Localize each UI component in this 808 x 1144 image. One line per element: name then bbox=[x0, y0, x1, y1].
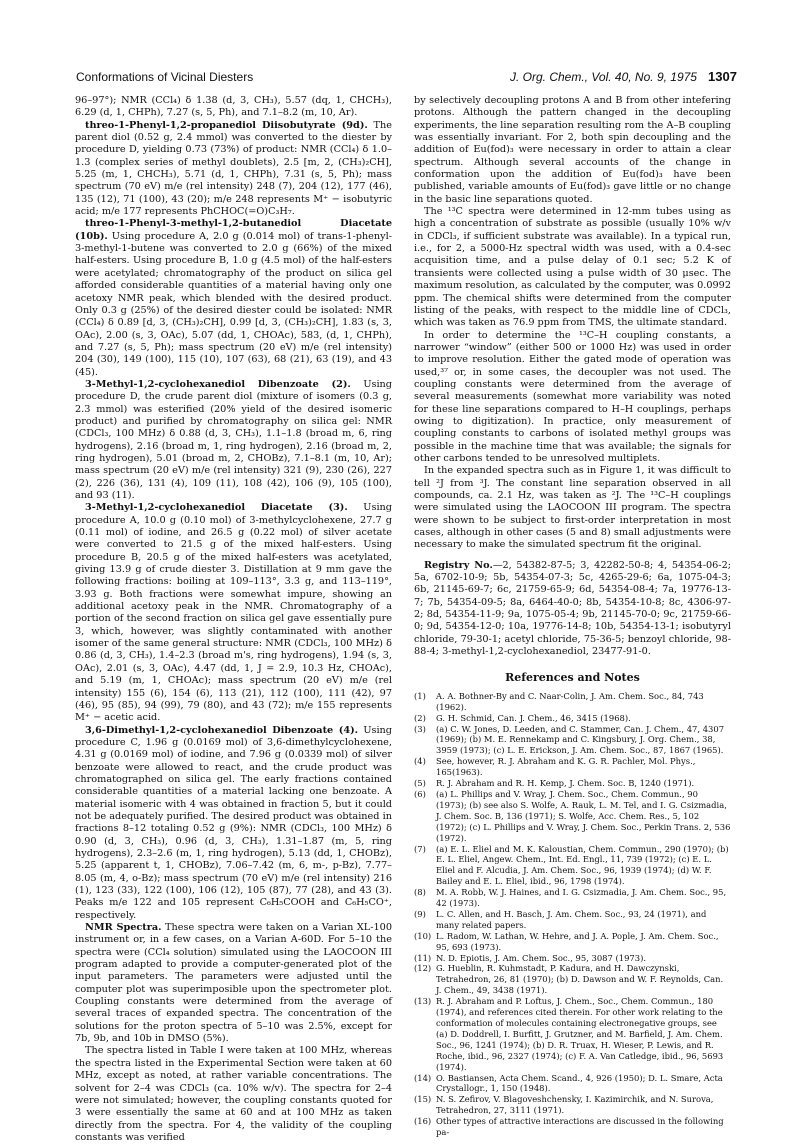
registry-heading: Registry No. bbox=[424, 559, 493, 571]
reference-item bbox=[414, 724, 731, 757]
reference-text: (a) E. L. Eliel and M. K. Kaloustian, Chem. Commun., 290 (1970); (b) E. L. Eliel, Angew. Chem., Int. Ed. Engl., 11, 739 (1972); (c) E. L. Eliel and F. Alcudia, J. Am. Chem. Soc., 96, 1939 (1974); (d) W. F. Bailey and E. L. Eliel, ibid., 96, 1798 (1974). bbox=[436, 843, 729, 887]
reference-number: (4) bbox=[414, 756, 426, 767]
paragraph-text: The parent diol (0.52 g, 2.4 mmol) was converted to the diester by procedure D, yielding 0.73 (73%) of product: NMR (CCl₄) δ 1.0–1.3 (complex series of methyl doublets), 2.5 [m, 2, (CH₃)₂CH], 5.25 (m, 1, CHCH₃), 5.71 (d, 1, CHPh), 7.31 (s, 5, Ph); mass spectrum (70 eV) m/e (rel intensity) 248 (7), 204 (12), 177 (46), 135 (12), 71 (100), 43 (20); m/e 248 represents M⁺ − isobutyric acid; m/e 177 represents PhCHOC(=O)C₃H₇. bbox=[75, 119, 392, 218]
page-number: 1307 bbox=[708, 69, 737, 84]
paragraph-text: Using procedure A, 2.0 g (0.014 mol) of trans-1-phenyl-3-methyl-1-butene was converted to 2.0 g (66%) of the mixed half-esters. Using procedure B, 1.0 g (4.5 mol) of the half-esters were acetylated; chromatography of the product on silica gel afforded considerable quantities of a material having only one acetoxy NMR peak, which blended with the desired product. Only 0.3 g (25%) of the desired diester could be isolated: NMR (CCl₄) δ 0.89 [d, 3, (CH₃)₂CH], 0.99 [d, 3, (CH₃)₂CH], 1.83 (s, 3, OAc), 2.00 (s, 3, OAc), 5.07 (dd, 1, CHOAc), 583, (d, 1, CHPh), and 7.27 (s, 5, Ph); mass spectrum (20 eV) m/e (rel intensity) 204 (30), 149 (100), 115 (10), 107 (63), 68 (21), 63 (19), and 43 (45). bbox=[75, 230, 392, 378]
paragraph-text: In the expanded spectra such as in Figure 1, it was difficult to tell ²J from ³J. The constant line separation observed in all compounds, ca. 2.1 Hz, was taken as ²J. The ¹³C–H couplings were simulated using the LAOCOON III program. The spectra were shown to be subject to first-order interpretation in most cases, although in other cases (5 and 8) small adjustments were necessary to make the simulated spectrum fit the original. bbox=[414, 465, 731, 551]
reference-number: (13) bbox=[414, 996, 432, 1007]
reference-item bbox=[414, 756, 731, 778]
paragraph-text: These spectra were taken on a Varian XL-100 instrument or, in a few cases, on a Varian A-60D. For 5–10 the spectra were (CCl₄ solution) simulated using the LAOCOON III program adapted to provide a computer-generated plot of the input parameters. The parameters were adjusted until the computer plot was superimposible upon the spectrometer plot. Coupling constants were determined from the average of several traces of expanded spectra. The concentration of the solutions for the proton spectra of 5–10 was 2.5%, except for 7b, 9b, and 10b in DMSO (5%). bbox=[75, 922, 392, 1045]
paragraph bbox=[75, 502, 392, 724]
reference-number: (14) bbox=[414, 1072, 432, 1083]
paragraph bbox=[75, 379, 392, 502]
reference-text: (a) L. Phillips and V. Wray, J. Chem. Soc., Chem. Commun., 90 (1973); (b) see also S. Wolfe, A. Rauk, L. M. Tel, and I. G. Csizmadia, J. Chem. Soc. B, 136 (1971); S. Wolfe, Acc. Chem. Res., 5, 102 (1972); (c) L. Phillips and V. Wray, J. Chem. Soc., Perkin Trans. 2, 536 (1972). bbox=[436, 788, 731, 843]
paragraph-text: Using procedure C, 1.96 g (0.0169 mol) of 3,6-dimethylcyclohexene, 4.31 g (0.0169 mol) of iodine, and 7.96 g (0.0339 mol) of silver benzoate were allowed to react, and the crude product was chromatographed on silica gel. The early fractions contained considerable quantities of a material lacking one benzoate. A material isomeric with 4 was obtained in fraction 5, but it could not be adequately purified. The desired product was obtained in fractions 8–12 totaling 0.52 g (9%): NMR (CDCl₃, 100 MHz) δ 0.90 (d, 3, CH₃), 0.96 (d, 3, CH₃), 1.31–1.87 (m, 5, ring hydrogens), 2.3–2.6 (m, 1, ring hydrogen), 5.13 (dd, 1, CHOBz), 5.25 (apparent t, 1, CHOBz), 7.06–7.42 (m, 6, m-, p-Bz), 7.77–8.05 (m, 4, o-Bz); mass spectrum (70 eV) m/e (rel intensity) 216 (1), 123 (33), 122 (100), 106 (12), 105 (87), 77 (28), and 43 (3). Peaks m/e 122 and 105 represent C₆H₅COOH and C₆H₅CO⁺, respectively. bbox=[75, 724, 392, 921]
reference-text: See, however, R. J. Abraham and K. G. R. Pachler, Mol. Phys., 165(1963). bbox=[436, 756, 696, 778]
paragraph bbox=[414, 560, 731, 659]
reference-item bbox=[414, 996, 731, 1072]
paragraph bbox=[75, 922, 392, 1045]
reference-item bbox=[414, 789, 731, 844]
reference-text: G. H. Schmid, Can. J. Chem., 46, 3415 (1968). bbox=[436, 712, 631, 723]
reference-number: (16) bbox=[414, 1116, 432, 1127]
references-title: References and Notes bbox=[505, 671, 640, 685]
reference-item bbox=[414, 713, 731, 724]
reference-text: N. D. Epiotis, J. Am. Chem. Soc., 95, 3087 (1973). bbox=[436, 952, 647, 963]
running-title: Conformations of Vicinal Diesters bbox=[76, 70, 254, 84]
reference-item bbox=[414, 844, 731, 888]
paragraph bbox=[414, 206, 731, 329]
section-heading: NMR Spectra. bbox=[85, 922, 162, 934]
paragraph-text: Using procedure D, the crude parent diol (mixture of isomers (0.3 g, 2.3 mmol) was esterified (20% yield of the desired isomeric product) and purified by chromatography on silica gel: NMR (CDCl₃, 100 MHz) δ 0.88 (d, 3, CH₃), 1.1–1.8 (broad m, 6, ring hydrogens), 2.16 (broad m, 1, ring hydrogen), 2.16 (broad m, 2, ring hydrogen), 5.01 (broad m, 2, CHOBz), 7.1–8.1 (m, 10, Ar); mass spectrum (20 eV) m/e (rel intensity) 321 (9), 230 (26), 227 (2), 226 (36), 131 (4), 109 (11), 108 (42), 106 (9), 105 (100), and 93 (11). bbox=[75, 378, 392, 501]
paragraph bbox=[75, 218, 392, 378]
paragraph-text: The spectra listed in Table I were taken at 100 MHz, whereas the spectra listed in the Experimental Section were taken at 60 MHz, except as noted, at rather variable concentrations. The solvent for 2–4 was CDCl₃ (ca. 10% w/v). The spectra for 2–4 were not simulated; however, the coupling constants quoted for 3 were essentially the same at 60 and at 100 MHz as taken directly from the spectra. For 4, the validity of the coupling constants was verified bbox=[75, 1045, 392, 1143]
reference-number: (2) bbox=[414, 712, 426, 723]
left-column bbox=[75, 95, 392, 1144]
reference-text: G. Hueblin, R. Kuhmstadt, P. Kadura, and H. Dawczynski, Tetrahedron, 26, 81 (1970); (b) D. Dawson and W. F. Reynolds, Can. J. Chem., 49, 3438 (1971). bbox=[436, 963, 724, 996]
reference-item bbox=[414, 778, 731, 789]
reference-number: (11) bbox=[414, 952, 432, 963]
reference-number: (12) bbox=[414, 963, 432, 974]
paragraph-text: Using procedure A, 10.0 g (0.10 mol) of 3-methylcyclohexene, 27.7 g (0.11 mol) of iodine, and 26.5 g (0.22 mol) of silver acetate were converted to 21.5 g of the mixed half-esters. Using procedure B, 20.5 g of the mixed half-esters was acetylated, giving 13.9 g of crude diester 3. Distillation at 9 mm gave the following fractions: boiling at 109–113°, 3.3 g, and 113–119°, 3.93 g. Both fractions were somewhat impure, showing an additional acetoxy peak in the NMR. Chromatography of a portion of the second fraction on silica gel gave essentially pure 3, which, however, was slightly contaminated with another isomer of the same general structure: NMR (CDCl₃, 100 MHz) δ 0.86 (d, 3, CH₃), 1.4–2.3 (broad m's, ring hydrogens), 1.94 (s, 3, OAc), 2.01 (s, 3, OAc), 4.47 (dd, 1, J = 2.9, 10.3 Hz, CHOAc), and 5.19 (m, 1, CHOAc); mass spectrum (20 eV) m/e (rel intensity) 155 (6), 154 (6), 113 (21), 112 (100), 111 (42), 97 (46), 95 (85), 94 (99), 79 (80), and 43 (72); m/e 155 represents M⁺ − acetic acid. bbox=[75, 502, 392, 724]
reference-text: (a) C. W. Jones, D. Leeden, and C. Stammer, Can. J. Chem., 47, 4307 (1969); (b) M. E. Rennekamp and C. Kingsbury, J. Org. Chem., 38, 3959 (1973); (c) L. E. Erickson, J. Am. Chem. Soc., 87, 1867 (1965). bbox=[436, 723, 725, 756]
reference-number: (10) bbox=[414, 930, 432, 941]
reference-text: O. Bastiansen, Acta Chem. Scand., 4, 926 (1950); D. L. Smare, Acta Crystallogr., 1, 150 (1948). bbox=[436, 1072, 723, 1094]
reference-item bbox=[414, 1073, 731, 1095]
reference-text: N. S. Zefirov, V. Blagoveshchensky, I. Kazimirchik, and N. Surova, Tetrahedron, 27, 3111 (1971). bbox=[436, 1094, 714, 1116]
section-heading: threo-1-Phenyl-1,2-propanediol Diisobutyrate (9d). bbox=[85, 119, 368, 131]
section-heading: 3,6-Dimethyl-1,2-cyclohexanediol Dibenzoate (4). bbox=[85, 724, 359, 736]
paragraph bbox=[75, 95, 392, 120]
reference-item bbox=[414, 1094, 731, 1116]
reference-number: (3) bbox=[414, 723, 426, 734]
paragraph bbox=[414, 95, 731, 206]
reference-number: (1) bbox=[414, 690, 426, 701]
reference-number: (8) bbox=[414, 887, 426, 898]
reference-number: (9) bbox=[414, 908, 426, 919]
reference-text: L. Radom, W. Lathan, W. Hehre, and J. A. Pople, J. Am. Chem. Soc., 95, 693 (1973). bbox=[436, 930, 719, 952]
journal-citation: J. Org. Chem., Vol. 40, No. 9, 1975 bbox=[510, 70, 697, 84]
paragraph-text: In order to determine the ¹³C–H coupling constants, a narrower “window” (either 500 or 1000 Hz) was used in order to improve resolution. Either the gated mode of operation was used,³⁷ or, in some cases, the decoupler was not used. The coupling constants were determined from the average of several measurements (somewhat more variability was noted for these line separations compared to H–H couplings, perhaps owing to digitization). In practice, only measurement of coupling constants to carbons of isolated methyl groups was possible in the machine time that was available; the signals for other carbons tended to be unresolved multiplets. bbox=[414, 329, 731, 464]
reference-item bbox=[414, 963, 731, 996]
section-heading: threo-1-Phenyl-3-methyl-1,2-butanediol Diacetate (10b). bbox=[75, 218, 392, 242]
paragraph bbox=[414, 465, 731, 551]
paragraph bbox=[414, 330, 731, 466]
paragraph-text: —2, 54382-87-5; 3, 42282-50-8; 4, 54354-06-2; 5a, 6702-10-9; 5b, 54354-07-3; 5c, 4265-29-6; 6a, 1075-04-3; 6b, 21145-69-7; 6c, 21759-65-9; 6d, 54354-08-4; 7a, 19776-13-7; 7b, 54354-09-5; 8a, 6464-40-0; 8b, 54354-10-8; 8c, 4306-97-2; 8d, 54354-11-9; 9a, 1075-05-4; 9b, 21145-70-0; 9c, 21759-66-0; 9d, 54354-12-0; 10a, 19776-14-8; 10b, 54354-13-1; isobutyryl chloride, 79-30-1; acetyl chloride, 75-36-5; benzoyl chloride, 98-88-4; 3-methyl-1,2-cyclohexanediol, 23477-91-0. bbox=[414, 559, 731, 658]
paragraph bbox=[75, 725, 392, 923]
paragraph-text: by selectively decoupling protons A and B from other intefering protons. Although the pattern changed in the decoupling experiments, the line separation resulting rom the A–B coupling was essentially invariant. For 2, both spin decoupling and the addition of Eu(fod)₃ were necessary in order to attain a clear spectrum. Although several accounts of the change in conformation upon the addition of Eu(fod)₃ have been published, variable amounts of Eu(fod)₃ gave little or no change in the basic line separations quoted. bbox=[414, 95, 731, 205]
reference-item bbox=[414, 691, 731, 713]
reference-item bbox=[414, 909, 731, 931]
reference-item bbox=[414, 953, 731, 964]
reference-number: (15) bbox=[414, 1094, 432, 1105]
paragraph-text: The ¹³C spectra were determined in 12-mm tubes using as high a concentration of substrate as possible (usually 10% w/v in CDCl₃, if sufficient substrate was available). In a typical run, i.e., for 2, a 5000-Hz spectral width was used, with a 0.4-sec acquisition time, and a pulse delay of 0.1 sec; 5.2 K of transients were collected using a pulse width of 30 μsec. The maximum resolution, as calculated by the computer, was 0.0992 ppm. The chemical shifts were determined from the computer listing of the peaks, with respect to the middle line of CDCl₃, which was taken as 76.9 ppm from TMS, the ultimate standard. bbox=[414, 206, 731, 329]
paragraph bbox=[75, 1045, 392, 1144]
reference-text: L. C. Allen, and H. Basch, J. Am. Chem. Soc., 93, 24 (1971), and many related papers. bbox=[436, 908, 707, 930]
reference-number: (7) bbox=[414, 843, 426, 854]
reference-text: R. J. Abraham and P. Loftus, J. Chem., Soc., Chem. Commun., 180 (1974), and references cited therein. For other work relating to the conformation of molecules containing electronegative groups, see (a) D. Doddrell, I. Burfitt, J. Grutzner, and M. Barfield, J. Am. Chem. Soc., 96, 1241 (1974); (b) D. R. Truax, H. Wieser, P. Lewis, and R. Roche, ibid., 96, 2327 (1974); (c) F. A. Van Catledge, ibid., 96, 5693 (1974). bbox=[436, 996, 724, 1072]
reference-item bbox=[414, 1116, 731, 1138]
reference-number: (6) bbox=[414, 788, 426, 799]
reference-text: Other types of attractive interactions are discussed in the following pa- bbox=[436, 1116, 724, 1138]
reference-text: M. A. Robb, W. J. Haines, and I. G. Csizmadia, J. Am. Chem. Soc., 95, 42 (1973). bbox=[436, 887, 727, 909]
reference-text: R. J. Abraham and R. H. Kemp, J. Chem. Soc. B, 1240 (1971). bbox=[436, 778, 695, 789]
reference-number: (5) bbox=[414, 778, 426, 789]
references-list bbox=[414, 691, 731, 1138]
reference-item bbox=[414, 931, 731, 953]
right-column bbox=[414, 95, 731, 1138]
reference-text: A. A. Bothner-By and C. Naar-Colin, J. Am. Chem. Soc., 84, 743 (1962). bbox=[436, 690, 704, 712]
paragraph bbox=[75, 120, 392, 219]
reference-item bbox=[414, 887, 731, 909]
section-heading: 3-Methyl-1,2-cyclohexanediol Diacetate (3). bbox=[85, 502, 348, 514]
paragraph-text: 96–97°); NMR (CCl₄) δ 1.38 (d, 3, CH₃), 5.57 (dq, 1, CHCH₃), 6.29 (d, 1, CHPh), 7.27 (s, 5, Ph), and 7.1–8.2 (m, 10, Ar). bbox=[75, 95, 392, 119]
section-heading: 3-Methyl-1,2-cyclohexanediol Dibenzoate (2). bbox=[85, 378, 351, 390]
